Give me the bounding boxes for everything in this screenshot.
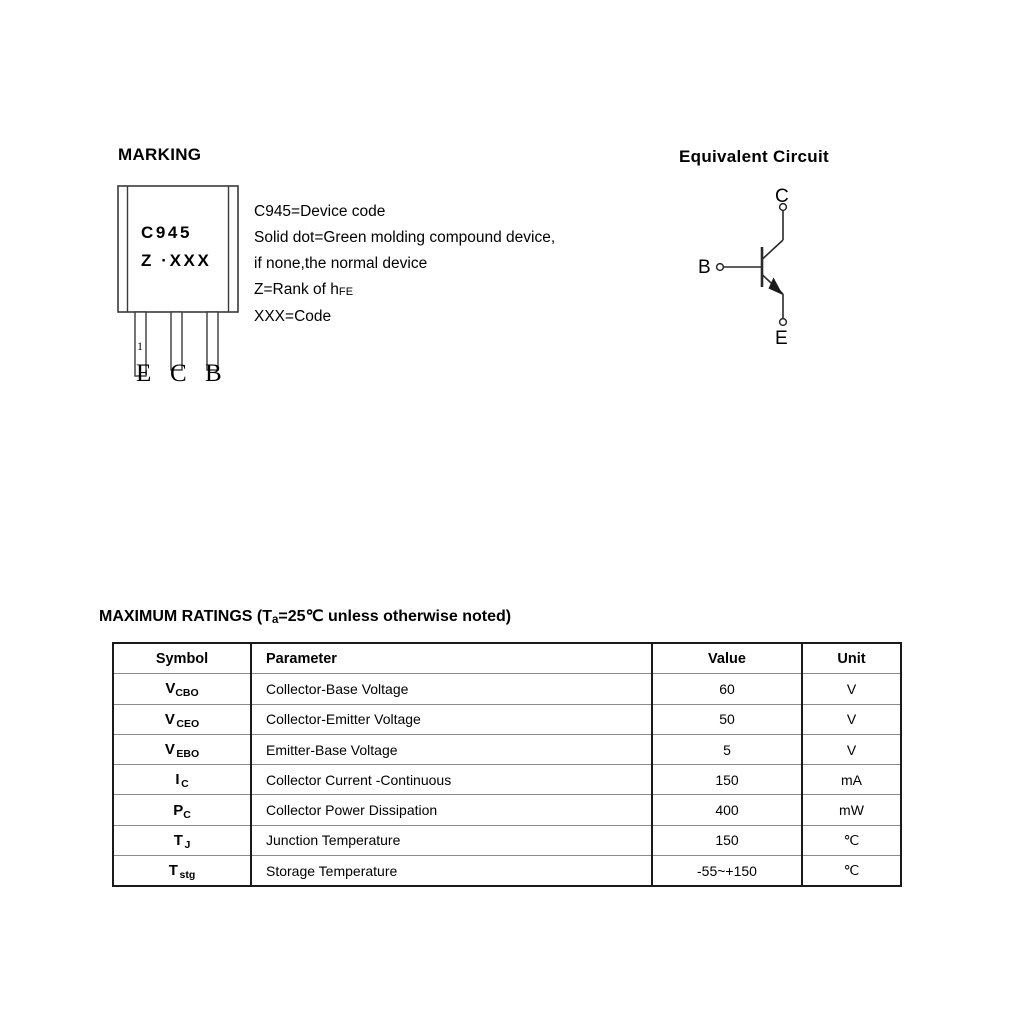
symbol-main: T <box>173 831 185 849</box>
symbol-main: V <box>165 680 176 698</box>
legend-line-rank-hfe <box>254 277 555 304</box>
cell-value: 400 <box>652 795 802 825</box>
cell-symbol <box>113 674 251 704</box>
cell-unit: mA <box>802 765 901 795</box>
maximum-ratings-title <box>99 606 511 626</box>
column-header-unit: Unit <box>802 643 901 674</box>
table-row <box>113 734 901 764</box>
cell-symbol <box>113 856 251 887</box>
cell-symbol <box>113 704 251 734</box>
cell-symbol <box>113 765 251 795</box>
table-row <box>113 674 901 704</box>
cell-parameter: Collector-Emitter Voltage <box>251 704 652 734</box>
cell-symbol <box>113 795 251 825</box>
table-row <box>113 825 901 855</box>
legend-line-xxx-code: XXX=Code <box>254 308 332 325</box>
pin-1-marker: 1 <box>137 339 143 353</box>
ratings-title-prefix: MAXIMUM RATINGS (T <box>99 608 273 625</box>
symbol-subscript: EBO <box>176 748 200 761</box>
pin-label-collector: C <box>170 360 187 387</box>
package-marking-line-2: Z ·XXX <box>141 251 212 270</box>
cell-unit: V <box>802 674 901 704</box>
cell-parameter: Junction Temperature <box>251 825 652 855</box>
cell-parameter: Emitter-Base Voltage <box>251 734 652 764</box>
symbol-subscript: CEO <box>176 717 200 730</box>
cell-unit: ℃ <box>802 825 901 855</box>
table-row <box>113 765 901 795</box>
symbol-main: V <box>164 741 177 759</box>
symbol-main: T <box>168 862 180 880</box>
legend-line-device-code: C945=Device code <box>254 203 386 220</box>
cell-parameter: Storage Temperature <box>251 856 652 887</box>
symbol-subscript: J <box>184 838 191 851</box>
symbol-main: V <box>164 710 177 728</box>
marking-legend <box>254 199 555 329</box>
symbol-main: I <box>175 771 182 789</box>
table-row <box>113 795 901 825</box>
cell-parameter: Collector-Base Voltage <box>251 674 652 704</box>
column-header-parameter: Parameter <box>251 643 652 674</box>
symbol-subscript: stg <box>179 869 196 882</box>
equivalent-circuit-heading: Equivalent Circuit <box>679 147 829 166</box>
cell-parameter: Collector Current -Continuous <box>251 765 652 795</box>
cell-value: 150 <box>652 825 802 855</box>
terminal-label-collector: C <box>775 186 789 207</box>
legend-rank-text: Z=Rank of h <box>254 281 339 298</box>
cell-unit: V <box>802 734 901 764</box>
cell-unit: mW <box>802 795 901 825</box>
cell-unit: V <box>802 704 901 734</box>
terminal-label-base: B <box>698 257 711 278</box>
cell-value: -55~+150 <box>652 856 802 887</box>
cell-symbol <box>113 825 251 855</box>
marking-heading: MARKING <box>118 145 202 164</box>
legend-line-solid-dot: Solid dot=Green molding compound device, <box>254 229 556 246</box>
table-row <box>113 856 901 887</box>
ratings-title-suffix: =25℃ unless otherwise noted) <box>278 608 512 625</box>
maximum-ratings-table <box>112 642 902 887</box>
symbol-subscript: CBO <box>175 687 199 700</box>
symbol-main: P <box>173 801 184 819</box>
cell-value: 150 <box>652 765 802 795</box>
legend-line-if-none: if none,the normal device <box>254 255 428 272</box>
pin-label-base: B <box>205 360 222 387</box>
cell-value: 60 <box>652 674 802 704</box>
terminal-label-emitter: E <box>775 328 788 349</box>
symbol-subscript: C <box>183 808 191 821</box>
column-header-value: Value <box>652 643 802 674</box>
legend-hfe-subscript: FE <box>338 286 354 298</box>
cell-value: 5 <box>652 734 802 764</box>
table-row <box>113 704 901 734</box>
cell-symbol <box>113 734 251 764</box>
symbol-subscript: C <box>181 778 189 791</box>
cell-unit: ℃ <box>802 856 901 887</box>
column-header-symbol: Symbol <box>113 643 251 674</box>
table-header-row <box>113 643 901 674</box>
ratings-title-subscript: a <box>272 614 279 626</box>
cell-value: 50 <box>652 704 802 734</box>
cell-parameter: Collector Power Dissipation <box>251 795 652 825</box>
pin-label-emitter: E <box>136 360 152 387</box>
package-marking-line-1: C945 <box>141 223 193 242</box>
